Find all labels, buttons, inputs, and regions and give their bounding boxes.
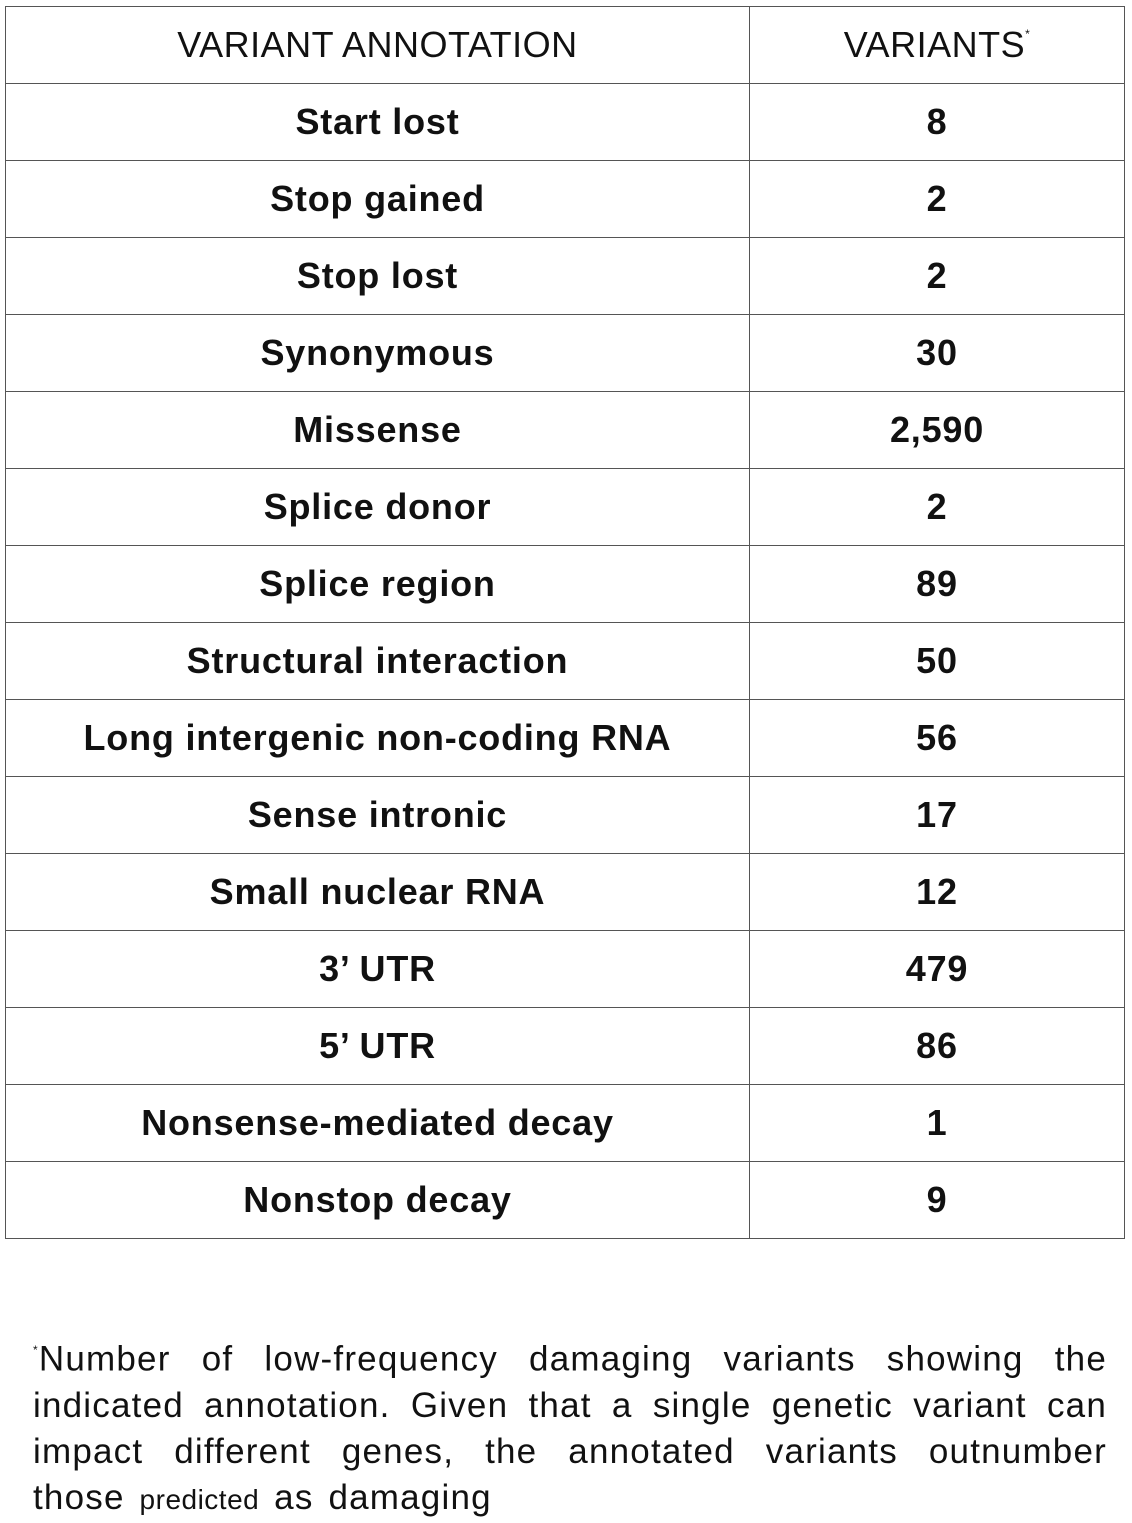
variants-count-cell: 89 <box>750 546 1125 623</box>
table-row <box>6 315 1125 392</box>
table-row <box>6 1085 1125 1162</box>
variants-count-cell: 17 <box>750 777 1125 854</box>
table-row <box>6 1162 1125 1239</box>
header-variants-footnote-marker: * <box>1025 27 1031 41</box>
variants-count-cell: 50 <box>750 623 1125 700</box>
footnote-text-predicted: predicted <box>139 1483 260 1515</box>
table-row <box>6 161 1125 238</box>
annotation-cell: Sense intronic <box>6 777 750 854</box>
variants-count-cell: 2 <box>750 238 1125 315</box>
table-row <box>6 854 1125 931</box>
table-header-row <box>6 7 1125 84</box>
footnote-text-end: as damaging <box>259 1477 492 1517</box>
annotation-cell: 5’ UTR <box>6 1008 750 1085</box>
variants-count-cell: 30 <box>750 315 1125 392</box>
annotation-cell: Splice donor <box>6 469 750 546</box>
header-variants-label: VARIANTS <box>843 24 1026 65</box>
variants-count-cell: 86 <box>750 1008 1125 1085</box>
annotation-cell: Start lost <box>6 84 750 161</box>
table-row <box>6 392 1125 469</box>
variants-count-cell: 2 <box>750 161 1125 238</box>
table-row <box>6 469 1125 546</box>
variant-annotation-table-container <box>5 6 1124 1239</box>
variants-count-cell: 2 <box>750 469 1125 546</box>
annotation-cell: Nonstop decay <box>6 1162 750 1239</box>
header-variant-annotation-label: VARIANT ANNOTATION <box>177 24 578 65</box>
footnote-text-main: Number of low-frequency damaging variants showing the indicated annotation. Given that a single genetic variant can impact different genes, the annotated variants outnumber those <box>33 1339 1107 1517</box>
header-variants <box>750 7 1125 84</box>
table-row <box>6 700 1125 777</box>
annotation-cell: Nonsense-mediated decay <box>6 1085 750 1162</box>
header-variant-annotation <box>6 7 750 84</box>
table-body <box>6 84 1125 1239</box>
variants-count-cell: 1 <box>750 1085 1125 1162</box>
annotation-cell: Stop gained <box>6 161 750 238</box>
annotation-cell: 3’ UTR <box>6 931 750 1008</box>
table-row <box>6 84 1125 161</box>
annotation-cell: Missense <box>6 392 750 469</box>
variants-count-cell: 8 <box>750 84 1125 161</box>
annotation-cell: Small nuclear RNA <box>6 854 750 931</box>
table-row <box>6 238 1125 315</box>
footnote-marker: * <box>33 1343 39 1357</box>
table-row <box>6 1008 1125 1085</box>
table-row <box>6 777 1125 854</box>
annotation-cell: Structural interaction <box>6 623 750 700</box>
annotation-cell: Stop lost <box>6 238 750 315</box>
variants-count-cell: 12 <box>750 854 1125 931</box>
variants-count-cell: 479 <box>750 931 1125 1008</box>
annotation-cell: Splice region <box>6 546 750 623</box>
table-row <box>6 931 1125 1008</box>
annotation-cell: Long intergenic non-coding RNA <box>6 700 750 777</box>
variants-count-cell: 2,590 <box>750 392 1125 469</box>
variants-count-cell: 9 <box>750 1162 1125 1239</box>
table-footnote <box>33 1331 1107 1523</box>
table-row <box>6 623 1125 700</box>
annotation-cell: Synonymous <box>6 315 750 392</box>
variant-annotation-table <box>5 6 1125 1239</box>
table-row <box>6 546 1125 623</box>
variants-count-cell: 56 <box>750 700 1125 777</box>
